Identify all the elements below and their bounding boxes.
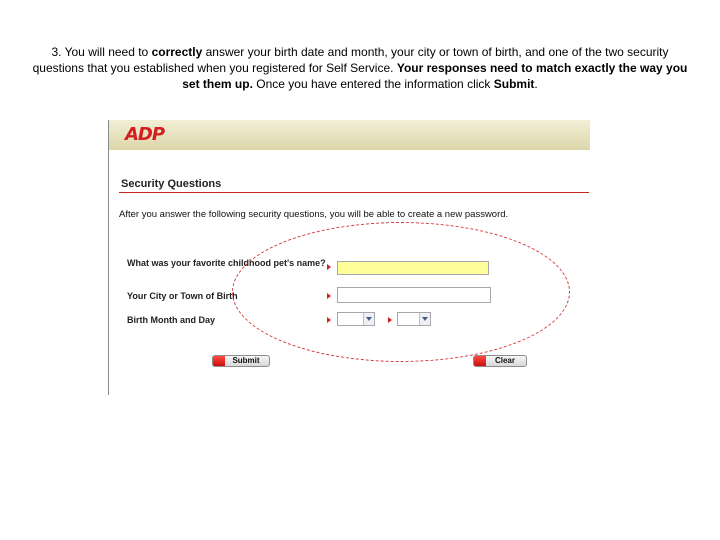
question-label-city: Your City or Town of Birth (127, 291, 238, 301)
question-label-birth: Birth Month and Day (127, 315, 215, 325)
instructions-part: Once you have entered the information click (252, 77, 494, 91)
instructions-emphasis: correctly (151, 45, 203, 59)
instructions-emphasis: Your responses need to match exactly the way you set them up. (182, 61, 688, 91)
submit-button-label: Submit (232, 356, 260, 365)
section-divider (119, 192, 589, 193)
question-label-pet: What was your favorite childhood pet's name? (127, 258, 326, 268)
clear-button[interactable] (473, 355, 527, 367)
highlight-oval (232, 222, 570, 362)
instructions-emphasis: Submit (493, 77, 535, 91)
clear-button-label: Clear (494, 356, 515, 365)
instructions-part: 3. You will need to (51, 45, 152, 59)
adp-logo: ADP (125, 124, 165, 145)
header-bar (109, 120, 590, 150)
section-title: Security Questions (121, 178, 222, 190)
instructions-text (30, 44, 690, 92)
intro-text: After you answer the following security questions, you will be able to create a new password. (119, 209, 509, 220)
submit-button[interactable] (212, 355, 270, 367)
instructions-part: answer your birth date and month, your city or town of birth, and one of the two security questions that you established when you registered for Self Service. (32, 45, 669, 75)
instructions-part: . (534, 77, 538, 91)
